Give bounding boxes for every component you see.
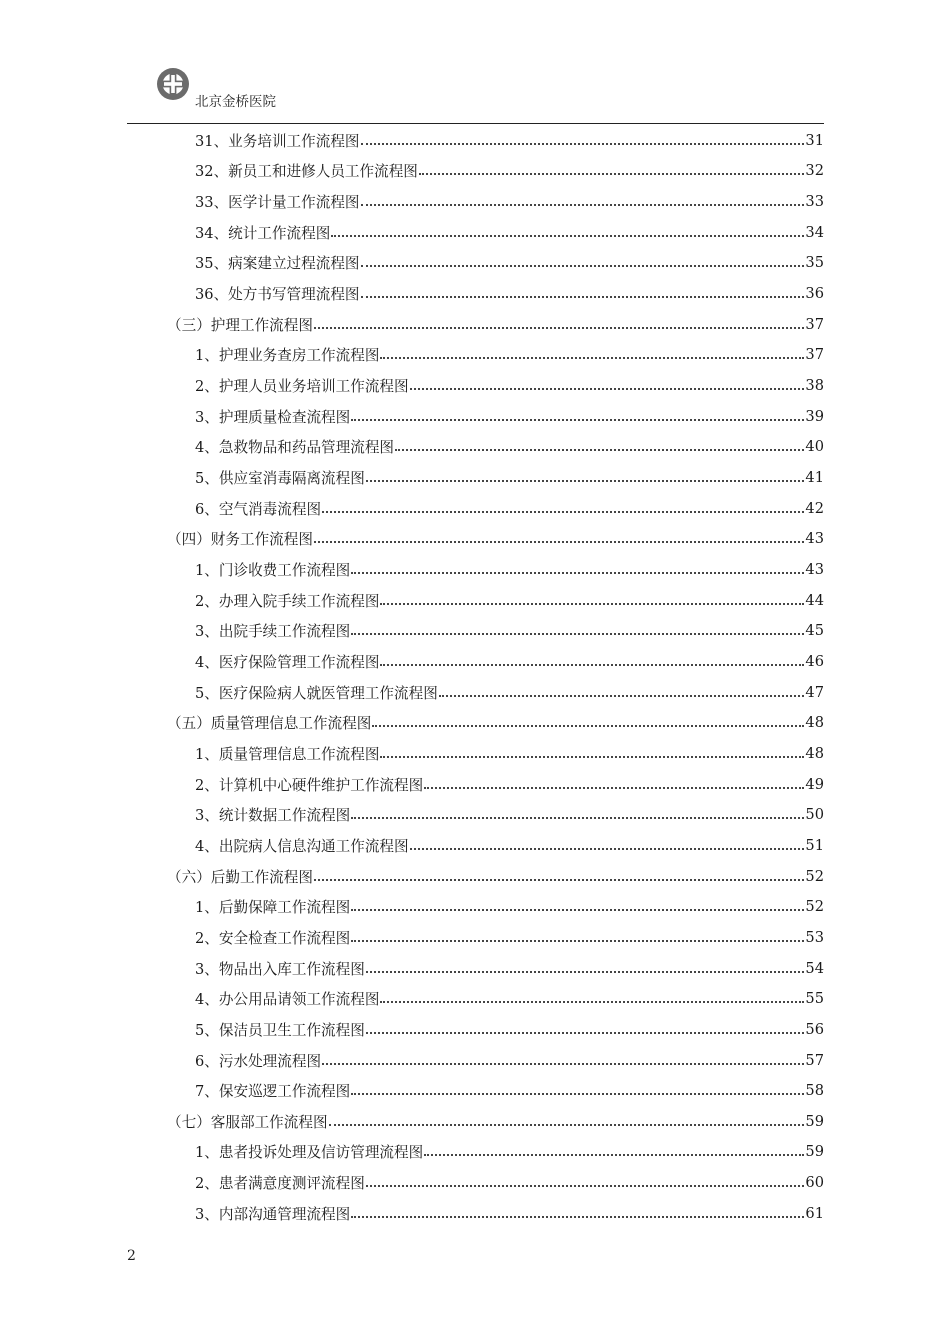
toc-entry[interactable]	[127, 156, 824, 187]
toc-entry-label: 4、医疗保险管理工作流程图	[195, 651, 379, 672]
toc-entry-page: 61	[805, 1204, 824, 1222]
toc-entry-page: 39	[805, 407, 824, 425]
toc-entry-page: 31	[805, 131, 824, 149]
toc-entry[interactable]	[127, 1137, 824, 1168]
toc-entry-label: 2、计算机中心硬件维护工作流程图	[195, 774, 423, 795]
toc-entry[interactable]	[127, 493, 824, 524]
toc-dot-leader	[419, 172, 805, 175]
toc-entry[interactable]	[127, 616, 824, 647]
toc-entry[interactable]	[127, 248, 824, 279]
hospital-logo-icon	[155, 66, 191, 102]
toc-entry-label: （七）客服部工作流程图	[167, 1111, 328, 1132]
toc-section-entry[interactable]	[127, 707, 824, 738]
toc-section-entry[interactable]	[127, 1106, 824, 1137]
page-number: 2	[127, 1248, 136, 1264]
toc-entry-label: 1、后勤保障工作流程图	[195, 896, 350, 917]
toc-dot-leader	[351, 1092, 804, 1095]
toc-dot-leader	[331, 234, 804, 237]
toc-entry-page: 37	[805, 346, 824, 364]
toc-entry-label: 3、出院手续工作流程图	[195, 620, 350, 641]
toc-dot-leader	[351, 418, 804, 421]
toc-entry[interactable]	[127, 738, 824, 769]
toc-entry-page: 44	[805, 591, 824, 609]
toc-entry-label: 2、办理入院手续工作流程图	[195, 590, 379, 611]
toc-entry-page: 54	[805, 959, 824, 977]
toc-entry-page: 51	[805, 836, 824, 854]
toc-entry-page: 52	[805, 898, 824, 916]
toc-dot-leader	[366, 1031, 805, 1034]
toc-dot-leader	[380, 1000, 804, 1003]
toc-entry-page: 59	[805, 1143, 824, 1161]
toc-dot-leader	[351, 1215, 804, 1218]
toc-entry[interactable]	[127, 1198, 824, 1229]
toc-entry[interactable]	[127, 953, 824, 984]
toc-entry[interactable]	[127, 922, 824, 953]
toc-entry[interactable]	[127, 401, 824, 432]
toc-entry-page: 60	[805, 1174, 824, 1192]
toc-entry[interactable]	[127, 830, 824, 861]
toc-entry-label: （六）后勤工作流程图	[167, 866, 313, 887]
toc-entry[interactable]	[127, 462, 824, 493]
toc-entry-page: 45	[805, 622, 824, 640]
toc-dot-leader	[314, 878, 804, 881]
toc-entry-page: 48	[805, 744, 824, 762]
toc-section-entry[interactable]	[127, 861, 824, 892]
toc-entry-page: 43	[805, 561, 824, 579]
toc-entry-page: 32	[805, 162, 824, 180]
toc-entry-page: 56	[805, 1020, 824, 1038]
toc-entry-label: 5、保洁员卫生工作流程图	[195, 1019, 365, 1040]
toc-entry-label: 7、保安巡逻工作流程图	[195, 1080, 350, 1101]
toc-entry[interactable]	[127, 891, 824, 922]
toc-entry-page: 46	[805, 652, 824, 670]
toc-entry-page: 38	[805, 377, 824, 395]
toc-dot-leader	[372, 724, 804, 727]
toc-dot-leader	[366, 1184, 805, 1187]
toc-dot-leader	[361, 295, 805, 298]
toc-dot-leader	[314, 540, 804, 543]
toc-dot-leader	[351, 939, 804, 942]
toc-entry-label: 1、门诊收费工作流程图	[195, 559, 350, 580]
toc-dot-leader	[424, 786, 804, 789]
toc-entry-label: 35、病案建立过程流程图	[195, 252, 360, 273]
toc-entry-page: 34	[805, 223, 824, 241]
toc-entry-page: 43	[805, 530, 824, 548]
toc-entry[interactable]	[127, 585, 824, 616]
toc-entry-page: 42	[805, 499, 824, 517]
toc-dot-leader	[410, 387, 805, 390]
toc-entry-page: 58	[805, 1082, 824, 1100]
toc-entry-label: 3、物品出入库工作流程图	[195, 958, 365, 979]
toc-entry-label: 4、出院病人信息沟通工作流程图	[195, 835, 409, 856]
toc-entry-label: 36、处方书写管理流程图	[195, 283, 360, 304]
toc-entry-label: 34、统计工作流程图	[195, 222, 330, 243]
toc-dot-leader	[351, 816, 804, 819]
toc-entry[interactable]	[127, 1075, 824, 1106]
toc-dot-leader	[380, 755, 804, 758]
toc-entry[interactable]	[127, 186, 824, 217]
toc-entry-label: 2、护理人员业务培训工作流程图	[195, 375, 409, 396]
toc-dot-leader	[361, 264, 805, 267]
toc-dot-leader	[351, 571, 804, 574]
toc-dot-leader	[361, 203, 805, 206]
toc-dot-leader	[380, 602, 804, 605]
toc-entry-page: 35	[805, 254, 824, 272]
toc-entry[interactable]	[127, 554, 824, 585]
toc-entry-page: 57	[805, 1051, 824, 1069]
toc-dot-leader	[351, 908, 804, 911]
toc-entry-page: 37	[805, 315, 824, 333]
toc-entry-label: 3、统计数据工作流程图	[195, 804, 350, 825]
toc-entry-label: 2、患者满意度测评流程图	[195, 1172, 365, 1193]
toc-entry[interactable]	[127, 1014, 824, 1045]
toc-dot-leader	[329, 1123, 805, 1126]
toc-entry[interactable]	[127, 370, 824, 401]
toc-entry[interactable]	[127, 646, 824, 677]
toc-entry-label: 2、安全检查工作流程图	[195, 927, 350, 948]
toc-entry-label: （三）护理工作流程图	[167, 314, 313, 335]
toc-entry[interactable]	[127, 799, 824, 830]
toc-entry-page: 59	[805, 1112, 824, 1130]
toc-entry-label: 33、医学计量工作流程图	[195, 191, 360, 212]
toc-entry[interactable]	[127, 769, 824, 800]
toc-entry-label: 3、护理质量检查流程图	[195, 406, 350, 427]
toc-section-entry[interactable]	[127, 524, 824, 555]
toc-entry[interactable]	[127, 1167, 824, 1198]
toc-entry[interactable]	[127, 677, 824, 708]
toc-entry[interactable]	[127, 983, 824, 1014]
toc-entry-page: 50	[805, 806, 824, 824]
toc-entry-page: 49	[805, 775, 824, 793]
toc-entry-label: 6、污水处理流程图	[195, 1050, 321, 1071]
toc-entry-page: 33	[805, 193, 824, 211]
table-of-contents	[127, 125, 824, 1229]
toc-entry-page: 47	[805, 683, 824, 701]
toc-entry-label: 4、办公用品请领工作流程图	[195, 988, 379, 1009]
toc-entry-label: 1、质量管理信息工作流程图	[195, 743, 379, 764]
header-divider	[127, 123, 824, 124]
toc-dot-leader	[322, 510, 804, 513]
toc-entry[interactable]	[127, 432, 824, 463]
toc-entry-page: 36	[805, 285, 824, 303]
toc-entry-page: 55	[805, 990, 824, 1008]
toc-entry-page: 48	[805, 714, 824, 732]
toc-dot-leader	[380, 356, 804, 359]
toc-entry-page: 41	[805, 469, 824, 487]
toc-entry-label: 31、业务培训工作流程图	[195, 130, 360, 151]
toc-dot-leader	[424, 1153, 804, 1156]
toc-entry-label: 5、供应室消毒隔离流程图	[195, 467, 365, 488]
toc-section-entry[interactable]	[127, 309, 824, 340]
toc-entry-label: 4、急救物品和药品管理流程图	[195, 436, 394, 457]
toc-entry-page: 52	[805, 867, 824, 885]
toc-dot-leader	[366, 970, 805, 973]
toc-dot-leader	[395, 448, 804, 451]
toc-dot-leader	[366, 479, 805, 482]
toc-entry-label: 5、医疗保险病人就医管理工作流程图	[195, 682, 438, 703]
toc-dot-leader	[314, 326, 804, 329]
toc-entry-label: 1、护理业务查房工作流程图	[195, 344, 379, 365]
toc-entry-label: 32、新员工和进修人员工作流程图	[195, 160, 418, 181]
toc-dot-leader	[322, 1062, 804, 1065]
toc-dot-leader	[410, 847, 805, 850]
toc-entry-page: 53	[805, 928, 824, 946]
toc-entry[interactable]	[127, 125, 824, 156]
toc-dot-leader	[439, 694, 805, 697]
toc-entry[interactable]	[127, 278, 824, 309]
hospital-name: 北京金桥医院	[195, 94, 276, 110]
toc-entry-label: 6、空气消毒流程图	[195, 498, 321, 519]
toc-dot-leader	[361, 142, 805, 145]
toc-dot-leader	[351, 632, 804, 635]
page-header	[155, 66, 355, 110]
toc-entry-label: （四）财务工作流程图	[167, 528, 313, 549]
toc-entry[interactable]	[127, 217, 824, 248]
toc-entry-label: 1、患者投诉处理及信访管理流程图	[195, 1141, 423, 1162]
toc-entry-label: 3、内部沟通管理流程图	[195, 1203, 350, 1224]
toc-dot-leader	[380, 663, 804, 666]
toc-entry-label: （五）质量管理信息工作流程图	[167, 712, 371, 733]
toc-entry[interactable]	[127, 1045, 824, 1076]
toc-entry[interactable]	[127, 340, 824, 371]
toc-entry-page: 40	[805, 438, 824, 456]
